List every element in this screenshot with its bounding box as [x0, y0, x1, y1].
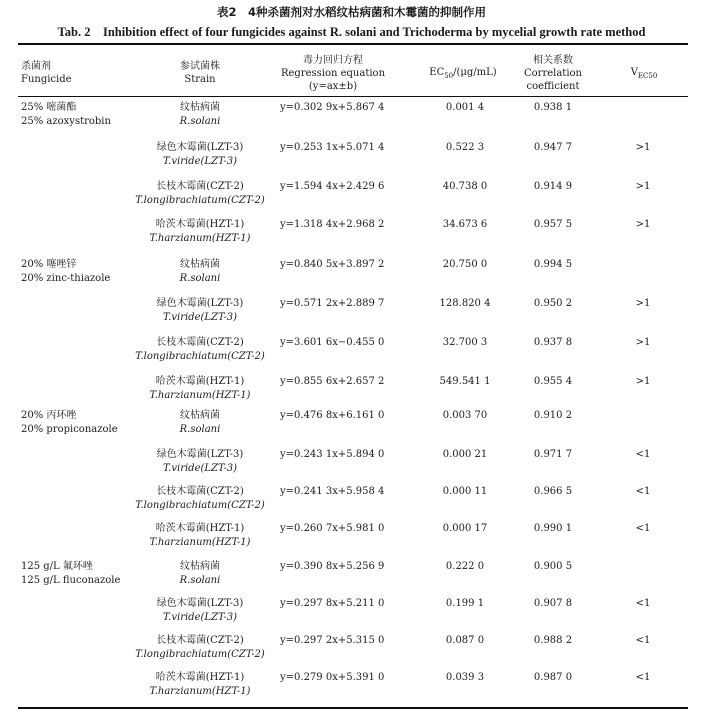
- regression-equation-cell: y=0.476 8x+6.161 0: [280, 410, 385, 421]
- strain-name-latin: R.solani: [179, 424, 221, 435]
- strain-cell: [110, 597, 290, 625]
- header-fungicide: 杀菌剂 Fungicide: [21, 61, 72, 85]
- fungicide-name-en: 20% zinc-thiazole: [21, 273, 111, 284]
- strain-cell: [110, 634, 290, 662]
- strain-name-latin: T.longibrachiatum(CZT-2): [135, 500, 265, 511]
- fungicide-name-en: 25% azoxystrobin: [21, 116, 111, 127]
- regression-equation-cell: y=0.302 9x+5.867 4: [280, 102, 385, 113]
- regression-equation-cell: y=0.840 5x+3.897 2: [280, 259, 385, 270]
- bottom-rule: [18, 707, 688, 709]
- correlation-cell: 0.937 8: [533, 337, 573, 348]
- correlation-cell: 0.955 4: [533, 376, 573, 387]
- strain-cell: [110, 297, 290, 325]
- regression-equation-cell: y=0.243 1x+5.894 0: [280, 449, 385, 460]
- vec50-cell: >1: [635, 298, 651, 309]
- ec50-cell: 20.750 0: [442, 259, 488, 270]
- strain-name-latin: T.longibrachiatum(CZT-2): [135, 351, 265, 362]
- correlation-cell: 0.971 7: [533, 449, 573, 460]
- header-regression-equation: 毒力回归方程 Regression equation (y=ax±b): [280, 55, 386, 92]
- fungicide-name-cn: 20% 丙环唑: [21, 410, 77, 421]
- header-correlation: 相关系数 Correlation coefficient: [524, 55, 582, 92]
- strain-name-latin: T.viride(LZT-3): [162, 463, 238, 474]
- regression-equation-cell: y=3.601 6x−0.455 0: [280, 337, 385, 348]
- correlation-cell: 0.987 0: [533, 672, 573, 683]
- ec50-cell: 0.222 0: [445, 561, 485, 572]
- strain-name-cn: 纹枯病菌: [180, 410, 220, 421]
- ec50-cell: 32.700 3: [442, 337, 488, 348]
- strain-cell: [110, 522, 290, 550]
- correlation-cell: 0.938 1: [533, 102, 573, 113]
- regression-equation-cell: y=1.318 4x+2.968 2: [280, 219, 385, 230]
- ec50-cell: 0.000 11: [442, 486, 488, 497]
- correlation-cell: 0.914 9: [533, 181, 573, 192]
- strain-cell: [110, 101, 290, 129]
- regression-equation-cell: y=0.241 3x+5.958 4: [280, 486, 385, 497]
- vec50-cell: <1: [635, 635, 651, 646]
- strain-cell: [110, 560, 290, 588]
- strain-cell: [110, 218, 290, 246]
- regression-equation-cell: y=1.594 4x+2.429 6: [280, 181, 385, 192]
- regression-equation-cell: y=0.279 0x+5.391 0: [280, 672, 385, 683]
- correlation-cell: 0.947 7: [533, 142, 573, 153]
- strain-name-cn: 长枝木霉菌(CZT-2): [156, 337, 244, 348]
- strain-name-cn: 长枝木霉菌(CZT-2): [156, 486, 244, 497]
- vec50-cell: <1: [635, 449, 651, 460]
- strain-name-latin: R.solani: [179, 575, 221, 586]
- ec50-cell: 0.000 17: [442, 523, 488, 534]
- correlation-cell: 0.907 8: [533, 598, 573, 609]
- strain-name-latin: T.harzianum(HZT-1): [149, 686, 251, 697]
- strain-name-latin: T.longibrachiatum(CZT-2): [135, 649, 265, 660]
- strain-cell: [110, 336, 290, 364]
- strain-name-cn: 绿色木霉菌(LZT-3): [156, 598, 244, 609]
- strain-cell: [110, 485, 290, 513]
- vec50-cell: >1: [635, 142, 651, 153]
- regression-equation-cell: y=0.390 8x+5.256 9: [280, 561, 385, 572]
- strain-name-cn: 纹枯病菌: [180, 259, 220, 270]
- correlation-cell: 0.988 2: [533, 635, 573, 646]
- vec50-cell: >1: [635, 181, 651, 192]
- header-vec50: $V_{EC50}$: [630, 67, 658, 80]
- fungicide-name-en: 125 g/L fluconazole: [21, 575, 121, 586]
- strain-name-cn: 长枝木霉菌(CZT-2): [156, 181, 244, 192]
- correlation-cell: 0.957 5: [533, 219, 573, 230]
- strain-name-cn: 纹枯病菌: [180, 102, 220, 113]
- strain-cell: [110, 141, 290, 169]
- strain-name-latin: T.viride(LZT-3): [162, 312, 238, 323]
- strain-name-cn: 纹枯病菌: [180, 561, 220, 572]
- strain-name-cn: 哈茨木霉菌(HZT-1): [155, 523, 245, 534]
- table-caption-cn: 表2 4种杀菌剂对水稻纹枯病菌和木霉菌的抑制作用: [216, 5, 486, 19]
- correlation-cell: 0.910 2: [533, 410, 573, 421]
- vec50-cell: >1: [635, 376, 651, 387]
- strain-cell: [110, 180, 290, 208]
- regression-equation-cell: y=0.571 2x+2.889 7: [280, 298, 385, 309]
- header-rule: [18, 96, 688, 97]
- vec50-cell: >1: [635, 337, 651, 348]
- ec50-cell: 0.000 21: [442, 449, 488, 460]
- vec50-cell: <1: [635, 486, 651, 497]
- ec50-cell: 34.673 6: [442, 219, 488, 230]
- correlation-cell: 0.990 1: [533, 523, 573, 534]
- correlation-cell: 0.994 5: [533, 259, 573, 270]
- vec50-cell: <1: [635, 523, 651, 534]
- vec50-cell: <1: [635, 672, 651, 683]
- ec50-cell: 0.522 3: [445, 142, 485, 153]
- regression-equation-cell: y=0.855 6x+2.657 2: [280, 376, 385, 387]
- strain-cell: [110, 448, 290, 476]
- strain-name-latin: T.harzianum(HZT-1): [149, 390, 251, 401]
- strain-name-cn: 哈茨木霉菌(HZT-1): [155, 219, 245, 230]
- strain-name-latin: R.solani: [179, 273, 221, 284]
- correlation-cell: 0.950 2: [533, 298, 573, 309]
- vec50-cell: >1: [635, 219, 651, 230]
- strain-name-cn: 哈茨木霉菌(HZT-1): [155, 376, 245, 387]
- ec50-cell: 549.541 1: [439, 376, 491, 387]
- ec50-cell: 0.003 70: [442, 410, 488, 421]
- table-caption-en: Tab. 2 Inhibition effect of four fungicides against R. solani and Trichoderma by mycelial growth rate method: [57, 25, 646, 39]
- strain-cell: [110, 375, 290, 403]
- strain-name-latin: T.viride(LZT-3): [162, 156, 238, 167]
- correlation-cell: 0.900 5: [533, 561, 573, 572]
- strain-name-latin: T.harzianum(HZT-1): [149, 537, 251, 548]
- fungicide-name-cn: 20% 噻唑锌: [21, 259, 77, 270]
- strain-cell: [110, 671, 290, 699]
- strain-cell: [110, 258, 290, 286]
- strain-name-latin: T.longibrachiatum(CZT-2): [135, 195, 265, 206]
- header-strain: 参试菌株 Strain: [180, 61, 220, 85]
- strain-cell: [110, 409, 290, 437]
- strain-name-cn: 长枝木霉菌(CZT-2): [156, 635, 244, 646]
- strain-name-latin: T.harzianum(HZT-1): [149, 233, 251, 244]
- vec50-cell: <1: [635, 598, 651, 609]
- regression-equation-cell: y=0.297 8x+5.211 0: [280, 598, 385, 609]
- correlation-cell: 0.966 5: [533, 486, 573, 497]
- ec50-cell: 40.738 0: [442, 181, 488, 192]
- ec50-cell: 128.820 4: [439, 298, 491, 309]
- strain-name-cn: 绿色木霉菌(LZT-3): [156, 298, 244, 309]
- regression-equation-cell: y=0.297 2x+5.315 0: [280, 635, 385, 646]
- top-rule: [18, 43, 688, 45]
- strain-name-cn: 绿色木霉菌(LZT-3): [156, 449, 244, 460]
- strain-name-latin: R.solani: [179, 116, 221, 127]
- ec50-cell: 0.001 4: [445, 102, 485, 113]
- fungicide-name-en: 20% propiconazole: [21, 424, 118, 435]
- ec50-cell: 0.199 1: [445, 598, 485, 609]
- header-ec50: $EC_{50}/(\mu g/mL)$: [429, 67, 497, 80]
- ec50-cell: 0.087 0: [445, 635, 485, 646]
- ec50-cell: 0.039 3: [445, 672, 485, 683]
- fungicide-name-cn: 25% 嘧菌酯: [21, 102, 77, 113]
- strain-name-cn: 哈茨木霉菌(HZT-1): [155, 672, 245, 683]
- strain-name-cn: 绿色木霉菌(LZT-3): [156, 142, 244, 153]
- regression-equation-cell: y=0.260 7x+5.981 0: [280, 523, 385, 534]
- fungicide-name-cn: 125 g/L 氟环唑: [21, 561, 93, 572]
- strain-name-latin: T.viride(LZT-3): [162, 612, 238, 623]
- regression-equation-cell: y=0.253 1x+5.071 4: [280, 142, 385, 153]
